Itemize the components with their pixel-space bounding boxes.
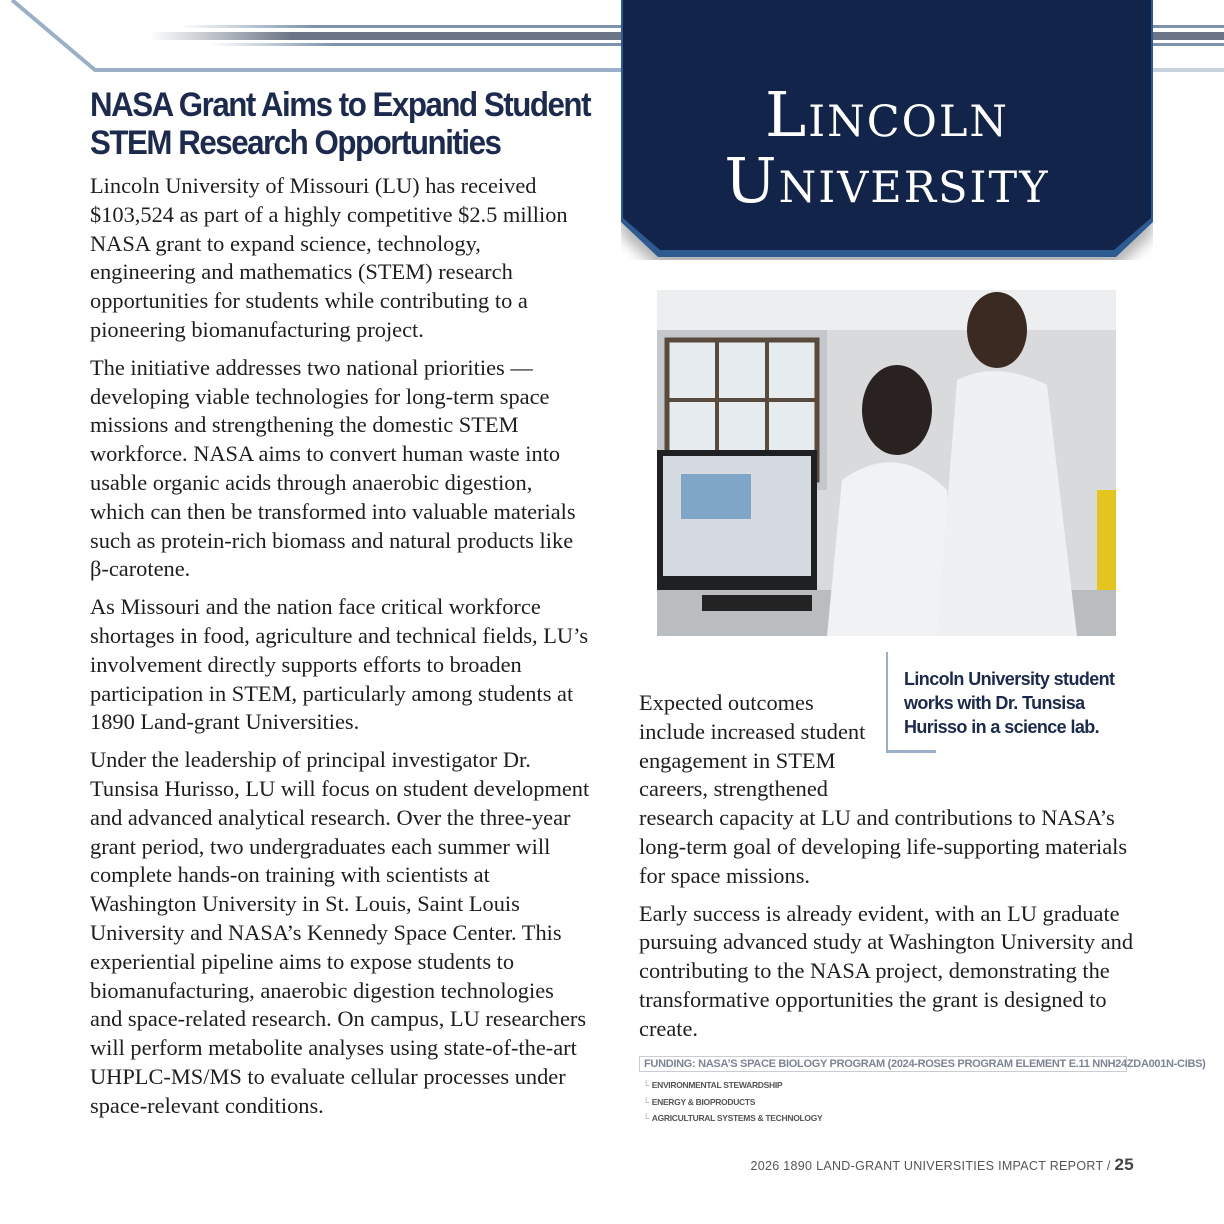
page-footer [700, 1155, 1134, 1175]
right-column [639, 689, 1139, 1053]
paragraph: As Missouri and the nation face critical workforce shortages in food, agriculture and technical fields, LU’s involvement directly supports efforts to broaden participation in STEM, particularly among students at 1890 Land-grant Universities. [90, 594, 589, 735]
page-number: 25 [1114, 1155, 1134, 1174]
corner-arrow-icon: └ [643, 1096, 649, 1107]
photo-caption: Lincoln University student works with Dr. Tunsisa Hurisso in a science lab. [886, 652, 1116, 752]
report-title: 2026 1890 LAND-GRANT UNIVERSITIES IMPACT REPORT / [750, 1159, 1111, 1173]
topic-tag-label: ENVIRONMENTAL STEWARDSHIP [651, 1080, 783, 1090]
article-headline: NASA Grant Aims to Expand Student STEM Research Opportunities [90, 86, 591, 162]
topic-tag-label: ENERGY & BIOPRODUCTS [651, 1096, 756, 1107]
banner-title-line2: University [724, 144, 1050, 217]
topic-tag-label: AGRICULTURAL SYSTEMS & TECHNOLOGY [651, 1113, 823, 1123]
corner-arrow-icon: └ [643, 1113, 649, 1123]
left-column [90, 172, 590, 1130]
funding-note: FUNDING: NASA’S SPACE BIOLOGY PROGRAM (2024-ROSES PROGRAM ELEMENT E.11 NNH24ZDA001N-CIBS) [639, 1056, 1127, 1072]
paragraph: Expected outcomes include increased student engagement in STEM careers, strengthened research capacity at LU and contributions to NASA’s long-term goal of developing life-supporting materials for space missions. [639, 690, 1128, 888]
topic-tag [643, 1094, 822, 1111]
paragraph: Lincoln University of Missouri (LU) has received $103,524 as part of a highly competitive $2.5 million NASA grant to expand science, technology, engineering and mathematics (STEM) research opportunities for students while contributing to a pioneering biomanufacturing project. [90, 173, 568, 342]
topic-tags [643, 1077, 822, 1127]
corner-arrow-icon: └ [643, 1080, 649, 1090]
banner-title [621, 78, 1153, 217]
banner-title-line1: Lincoln [764, 78, 1010, 151]
lab-photo [657, 290, 1116, 636]
paragraph: The initiative addresses two national priorities — developing viable technologies for long-term space missions and strengthening the domestic STEM workforce. NASA aims to convert human waste into usable organic acids through anaerobic digestion, which can then be transformed into valuable materials such as protein-rich biomass and natural products like β-carotene. [90, 354, 576, 582]
topic-tag [643, 1077, 822, 1094]
paragraph: Under the leadership of principal investigator Dr. Tunsisa Hurisso, LU will focus on student development and advanced analytical research. Over the three-year grant period, two undergraduates each summer will complete hands-on training with scientists at Washington University in St. Louis, Saint Louis University and NASA’s Kennedy Space Center. This experiential pipeline aims to expose students to biomanufacturing, anaerobic digestion technologies and space-related research. On campus, LU researchers will perform metabolite analyses using state-of-the-art UHPLC-MS/MS to evaluate cellular processes under space-relevant conditions. [90, 747, 590, 1118]
paragraph: Early success is already evident, with an LU graduate pursuing advanced study at Washington University and contributing to the NASA project, demonstrating the transformative opportunities the grant is designed to create. [639, 900, 1134, 1041]
topic-tag [643, 1110, 822, 1127]
